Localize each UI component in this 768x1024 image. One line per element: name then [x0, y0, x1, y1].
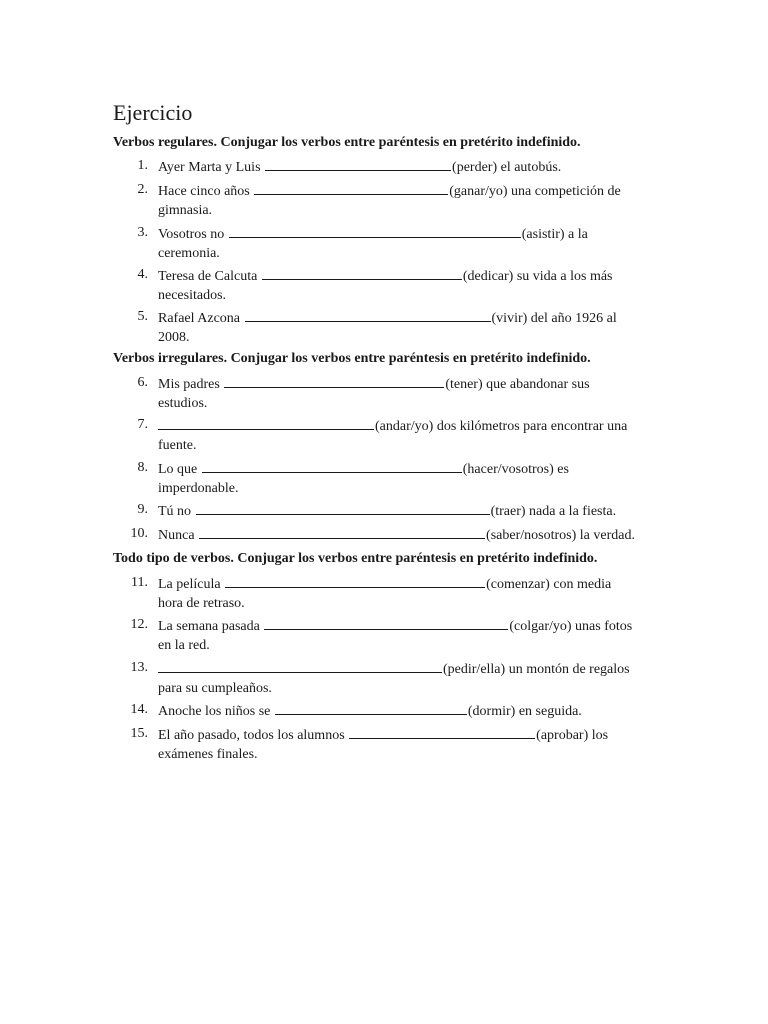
item-text-after: del año 1926 al	[530, 311, 617, 326]
item-text-after: una competición de	[511, 184, 621, 199]
item-text-continued: estudios.	[158, 395, 208, 411]
verb-hint: (asistir)	[521, 227, 565, 242]
item-text-after: nada a la fiesta.	[529, 504, 617, 519]
item-text-before: Vosotros no	[158, 227, 225, 242]
answer-blank[interactable]	[224, 374, 444, 388]
section-heading-regulares: Verbos regulares. Conjugar los verbos entre paréntesis en pretérito indefinido.	[113, 135, 581, 150]
item-text-after: el autobús.	[500, 160, 562, 175]
verb-hint: (comenzar)	[486, 577, 550, 592]
item-text-after: los	[591, 728, 609, 743]
item-number: 3.	[137, 225, 148, 240]
verb-hint: (aprobar)	[536, 728, 589, 743]
item-text-before: Ayer Marta y Luis	[158, 160, 261, 175]
item-text-before: Lo que	[158, 462, 198, 477]
answer-blank[interactable]	[158, 659, 442, 673]
item-text-continued: 2008.	[158, 329, 190, 345]
verb-hint: (andar/yo)	[375, 419, 434, 434]
item-text-continued: ceremonia.	[158, 245, 220, 261]
item-number: 8.	[137, 460, 148, 475]
item-text-continued: gimnasia.	[158, 202, 213, 218]
item-text-after: que abandonar sus	[486, 377, 590, 392]
answer-blank[interactable]	[349, 725, 535, 739]
verb-hint: (tener)	[445, 377, 483, 392]
page-title: Ejercicio	[113, 100, 193, 125]
item-text-after: un montón de regalos	[508, 662, 630, 677]
item-number: 11.	[131, 575, 148, 590]
item-number: 13.	[130, 660, 148, 675]
item-text-after: con media	[553, 577, 612, 592]
item-text-before: Nunca	[158, 528, 195, 543]
item-number: 12.	[130, 617, 148, 632]
item-text-before: La película	[158, 577, 221, 592]
item-text-continued: necesitados.	[158, 287, 227, 303]
item-text-before: Mis padres	[158, 377, 220, 392]
answer-blank[interactable]	[158, 416, 374, 430]
item-text-after: la verdad.	[579, 528, 635, 543]
verb-hint: (vivir)	[491, 311, 528, 326]
verb-hint: (hacer/vosotros)	[462, 462, 554, 477]
item-text-before: El año pasado, todos los alumnos	[158, 728, 345, 743]
item-text-continued: exámenes finales.	[158, 746, 258, 762]
item-text-continued: para su cumpleaños.	[158, 680, 272, 696]
item-text-before: La semana pasada	[158, 619, 260, 634]
item-text-after: a la	[568, 227, 588, 242]
item-number: 7.	[137, 417, 148, 432]
answer-blank[interactable]	[202, 459, 462, 473]
item-text-before: Anoche los niños se	[158, 704, 271, 719]
item-number: 14.	[130, 702, 148, 717]
item-text-before: Rafael Azcona	[158, 311, 241, 326]
item-text-continued: fuente.	[158, 437, 197, 453]
item-number: 9.	[137, 502, 148, 517]
verb-hint: (saber/nosotros)	[486, 528, 577, 543]
item-text-after: dos kilómetros para encontrar una	[436, 419, 628, 434]
answer-blank[interactable]	[264, 616, 508, 630]
verb-hint: (pedir/ella)	[443, 662, 506, 677]
verb-hint: (dedicar)	[462, 269, 514, 284]
answer-blank[interactable]	[196, 501, 490, 515]
answer-blank[interactable]	[262, 266, 462, 280]
item-number: 10.	[130, 526, 148, 541]
answer-blank[interactable]	[229, 224, 521, 238]
verb-hint: (perder)	[452, 160, 498, 175]
item-number: 2.	[137, 182, 148, 197]
answer-blank[interactable]	[254, 181, 448, 195]
answer-blank[interactable]	[199, 525, 485, 539]
answer-blank[interactable]	[245, 308, 491, 322]
answer-blank[interactable]	[265, 157, 451, 171]
item-text-after: en seguida.	[518, 704, 582, 719]
item-text-continued: en la red.	[158, 637, 210, 653]
item-text-continued: imperdonable.	[158, 480, 239, 496]
item-text-after: unas fotos	[575, 619, 633, 634]
item-number: 15.	[130, 726, 148, 741]
answer-blank[interactable]	[225, 574, 485, 588]
item-text-after: su vida a los más	[516, 269, 613, 284]
item-number: 4.	[137, 267, 148, 282]
item-text-before: Tú no	[158, 504, 192, 519]
verb-hint: (traer)	[490, 504, 526, 519]
item-text-continued: hora de retraso.	[158, 595, 245, 611]
verb-hint: (colgar/yo)	[509, 619, 572, 634]
item-number: 6.	[137, 375, 148, 390]
verb-hint: (dormir)	[467, 704, 516, 719]
section-heading-todo-tipo: Todo tipo de verbos. Conjugar los verbos entre paréntesis en pretérito indefinido.	[113, 551, 598, 566]
item-number: 1.	[137, 158, 148, 173]
answer-blank[interactable]	[275, 701, 467, 715]
item-text-before: Teresa de Calcuta	[158, 269, 258, 284]
verb-hint: (ganar/yo)	[449, 184, 508, 199]
section-heading-irregulares: Verbos irregulares. Conjugar los verbos entre paréntesis en pretérito indefinido.	[113, 351, 591, 366]
item-text-before: Hace cinco años	[158, 184, 250, 199]
item-number: 5.	[137, 309, 148, 324]
item-text-after: es	[557, 462, 569, 477]
